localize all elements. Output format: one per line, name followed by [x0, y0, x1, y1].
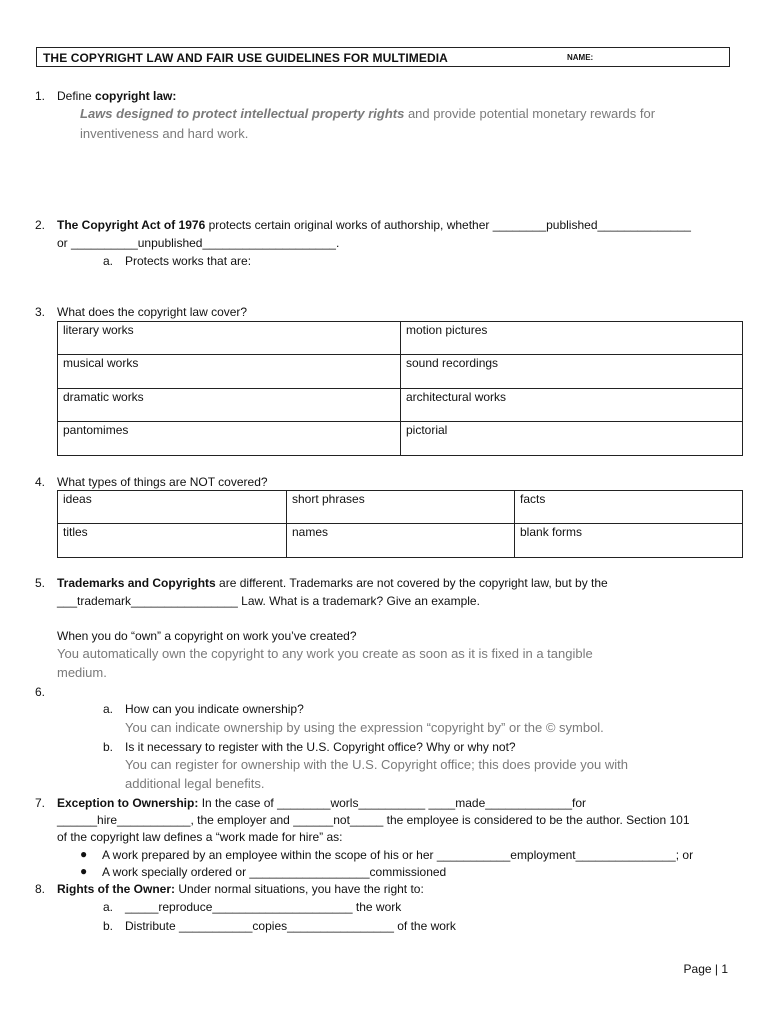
q4-prompt: What types of things are NOT covered? — [57, 475, 268, 489]
q7-line2: ______hire___________, the employer and ______not_____ the employee is considered to be the author. Section 101 — [57, 813, 690, 827]
q6-b-letter: b. — [103, 740, 114, 754]
bullet-icon: ● — [80, 847, 88, 861]
q1-number: 1. — [35, 89, 46, 103]
q3-covered-table — [57, 321, 743, 456]
q2-sub-a: Protects works that are: — [125, 254, 252, 268]
name-label: NAME: — [567, 53, 594, 62]
ownership-answer: You automatically own the copyright to any work you create as soon as it is fixed in a tangible — [57, 646, 593, 661]
q3-number: 3. — [35, 305, 46, 319]
q1-prompt: Define copyright law: — [57, 89, 177, 103]
table-cell: sound recordings — [401, 355, 743, 389]
q2-number: 2. — [35, 218, 46, 232]
table-cell: names — [287, 524, 515, 558]
q1-answer: Laws designed to protect intellectual property rights and provide potential monetary rewards for — [80, 106, 656, 121]
q3-prompt: What does the copyright law cover? — [57, 305, 248, 319]
q8-a-letter: a. — [103, 900, 114, 914]
q2-sub-a-letter: a. — [103, 254, 114, 268]
q6-a-question: How can you indicate ownership? — [125, 702, 304, 716]
q6-b-answer: You can register for ownership with the U.S. Copyright office; this does provide you with — [125, 757, 628, 772]
table-cell: architectural works — [401, 389, 743, 422]
q5-line1: Trademarks and Copyrights are different. Trademarks are not covered by the copyright law, but by the — [57, 576, 608, 590]
worksheet-title: THE COPYRIGHT LAW AND FAIR USE GUIDELINES FOR MULTIMEDIA — [43, 51, 448, 65]
q6-a-letter: a. — [103, 702, 114, 716]
q2-line2: or __________unpublished____________________. — [57, 236, 340, 250]
table-cell: short phrases — [287, 491, 515, 524]
bullet-icon: ● — [80, 864, 88, 878]
page-number: Page | 1 — [683, 962, 728, 976]
ownership-question: When you do “own” a copyright on work you’ve created? — [57, 629, 357, 643]
q7-line3: of the copyright law defines a “work made for hire” as: — [57, 830, 343, 844]
q6-b-question: Is it necessary to register with the U.S. Copyright office? Why or why not? — [125, 740, 516, 754]
q5-number: 5. — [35, 576, 46, 590]
q7-number: 7. — [35, 796, 46, 810]
q2-line1: The Copyright Act of 1976 protects certain original works of authorship, whether ________published______________ — [57, 218, 691, 232]
q4-number: 4. — [35, 475, 46, 489]
q8-number: 8. — [35, 882, 46, 896]
table-cell: pantomimes — [58, 422, 401, 456]
table-cell: ideas — [58, 491, 287, 524]
table-cell: musical works — [58, 355, 401, 389]
table-cell: dramatic works — [58, 389, 401, 422]
q6-a-answer: You can indicate ownership by using the expression “copyright by” or the © symbol. — [125, 720, 604, 735]
q4-not-covered-table — [57, 490, 743, 558]
ownership-answer-cont: medium. — [57, 665, 107, 680]
q8-b-text: Distribute ___________copies________________ of the work — [125, 919, 456, 933]
table-cell: titles — [58, 524, 287, 558]
list-item: A work specially ordered or __________________commissioned — [102, 865, 447, 879]
q8-a-text: _____reproduce_____________________ the work — [125, 900, 402, 914]
worksheet-header — [36, 47, 730, 67]
q6-b-answer-cont: additional legal benefits. — [125, 776, 265, 791]
table-cell: blank forms — [515, 524, 743, 558]
q7-line1: Exception to Ownership: In the case of ________worls__________ ____made_____________for — [57, 796, 587, 810]
q5-line2: ___trademark________________ Law. What is a trademark? Give an example. — [57, 594, 480, 608]
table-cell: motion pictures — [401, 322, 743, 355]
q8-b-letter: b. — [103, 919, 114, 933]
table-cell: pictorial — [401, 422, 743, 456]
q1-answer-cont: inventiveness and hard work. — [80, 126, 249, 141]
table-cell: literary works — [58, 322, 401, 355]
q8-line1: Rights of the Owner: Under normal situations, you have the right to: — [57, 882, 424, 896]
list-item: A work prepared by an employee within the scope of his or her ___________employment_______________; or — [102, 848, 694, 862]
table-cell: facts — [515, 491, 743, 524]
q6-number: 6. — [35, 685, 46, 699]
